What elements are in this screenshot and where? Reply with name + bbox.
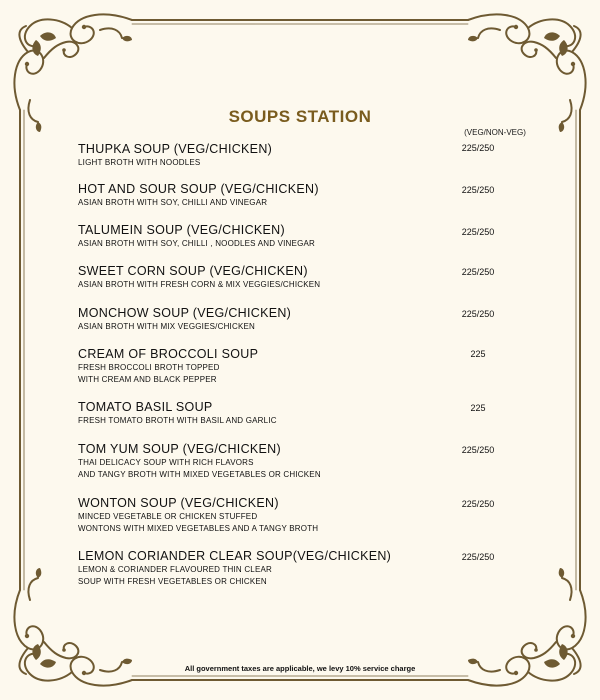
- item-description: AND TANGY BROTH WITH MIXED VEGETABLES OR CHICKEN: [78, 470, 321, 479]
- item-price: 225/250: [461, 185, 495, 195]
- item-description: WONTONS WITH MIXED VEGETABLES AND A TANGY BROTH: [78, 524, 319, 533]
- item-price: 225/250: [461, 267, 495, 277]
- item-price: 225/250: [461, 227, 495, 237]
- item-name: TOMATO BASIL SOUP: [78, 400, 213, 414]
- item-description: MINCED VEGETABLE OR CHICKEN STUFFED: [78, 512, 258, 521]
- menu-item: [78, 305, 538, 333]
- footer-note: All government taxes are applicable, we levy 10% service charge: [184, 664, 416, 673]
- item-name: CREAM OF BROCCOLI SOUP: [78, 347, 259, 361]
- menu-item: [78, 222, 538, 250]
- menu-item: [78, 181, 538, 209]
- item-price: 225/250: [461, 499, 495, 509]
- item-description: FRESH TOMATO BROTH WITH BASIL AND GARLIC: [78, 416, 277, 425]
- item-price: 225/250: [461, 445, 495, 455]
- item-name: THUPKA SOUP (VEG/CHICKEN): [78, 142, 273, 156]
- item-description: FRESH BROCCOLI BROTH TOPPED: [78, 363, 220, 372]
- item-price: 225: [470, 403, 486, 413]
- item-description: SOUP WITH FRESH VEGETABLES OR CHICKEN: [78, 577, 267, 586]
- item-price: 225/250: [461, 309, 495, 319]
- item-description: ASIAN BROTH WITH MIX VEGGIES/CHICKEN: [78, 322, 255, 331]
- item-description: ASIAN BROTH WITH FRESH CORN & MIX VEGGIES/CHICKEN: [78, 280, 321, 289]
- item-price: 225/250: [461, 143, 495, 153]
- item-price: 225/250: [461, 552, 495, 562]
- item-price: 225: [470, 349, 486, 359]
- menu-item: [78, 548, 538, 588]
- menu-item: [78, 399, 538, 427]
- item-description: WITH CREAM AND BLACK PEPPER: [78, 375, 217, 384]
- item-name: LEMON CORIANDER CLEAR SOUP(VEG/CHICKEN): [78, 549, 392, 563]
- item-name: TOM YUM SOUP (VEG/CHICKEN): [78, 442, 281, 456]
- item-description: LEMON & CORIANDER FLAVOURED THIN CLEAR: [78, 565, 273, 574]
- item-description: LIGHT BROTH WITH NOODLES: [78, 158, 201, 167]
- item-name: WONTON SOUP (VEG/CHICKEN): [78, 496, 279, 510]
- price-column-header: (VEG/NON-VEG): [464, 128, 526, 137]
- item-name: HOT AND SOUR SOUP (VEG/CHICKEN): [78, 182, 319, 196]
- item-name: SWEET CORN SOUP (VEG/CHICKEN): [78, 264, 308, 278]
- menu-item: [78, 141, 538, 169]
- section-title: SOUPS STATION: [228, 107, 372, 126]
- item-description: ASIAN BROTH WITH SOY, CHILLI , NOODLES AND VINEGAR: [78, 239, 316, 248]
- item-description: ASIAN BROTH WITH SOY, CHILLI AND VINEGAR: [78, 198, 268, 207]
- menu-item: [78, 441, 538, 481]
- menu-item: [78, 495, 538, 535]
- menu-item: [78, 346, 538, 386]
- item-description: THAI DELICACY SOUP WITH RICH FLAVORS: [78, 458, 254, 467]
- menu-item: [78, 263, 538, 291]
- item-name: TALUMEIN SOUP (VEG/CHICKEN): [78, 223, 285, 237]
- item-name: MONCHOW SOUP (VEG/CHICKEN): [78, 306, 292, 320]
